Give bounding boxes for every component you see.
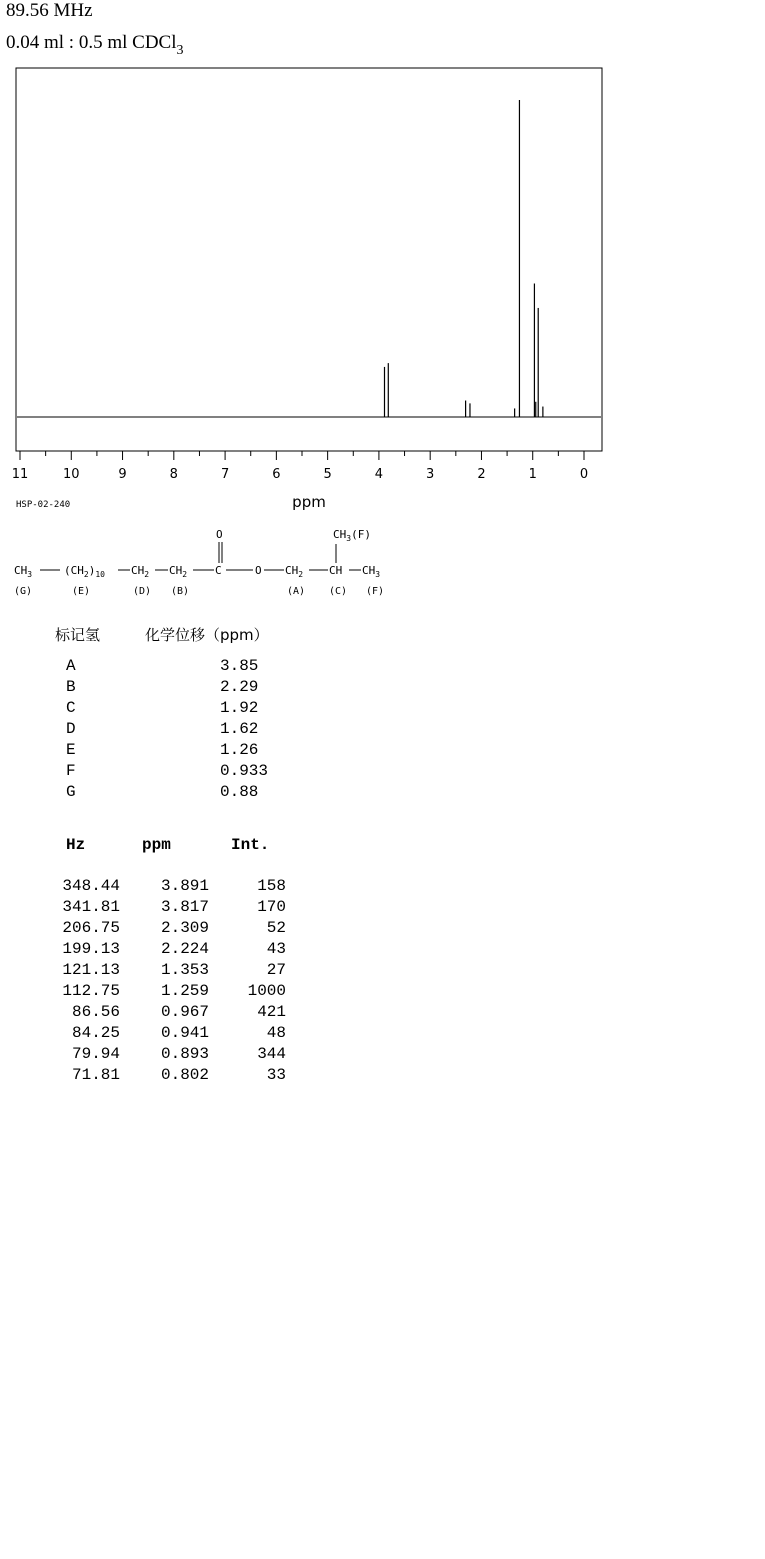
x-tick-label: 3	[426, 467, 435, 482]
group-a: $CH_2$	[285, 564, 304, 579]
assignment-label: F	[66, 762, 76, 780]
peak-int: 43	[266, 940, 286, 958]
peak-ppm: 0.802	[160, 1066, 209, 1084]
peak-int: 27	[266, 961, 286, 979]
x-axis-label: ppm	[292, 493, 326, 511]
assignment-label: C	[66, 699, 76, 717]
ester-oxygen: O	[255, 564, 262, 577]
peak-hz: 112.75	[62, 982, 120, 1000]
group-d: $CH_2$	[131, 564, 150, 579]
peak-header-int: Int.	[231, 836, 270, 854]
peak-ppm: 3.817	[160, 898, 209, 916]
frequency-label: 89.56 MHz	[6, 0, 93, 21]
structure-label: (B)	[171, 586, 190, 597]
x-tick-label: 0	[579, 467, 589, 482]
structure-diagram	[14, 528, 384, 597]
structure-label: (D)	[133, 586, 152, 597]
assignment-header-shift: 化学位移（ppm）	[145, 626, 269, 644]
sample-text: 0.04 ml : 0.5 ml CDCl	[6, 32, 177, 53]
peak-ppm: 1.353	[160, 961, 209, 979]
assignment-label: D	[66, 720, 76, 738]
nmr-spectrum-chart	[0, 0, 765, 620]
peak-hz: 341.81	[62, 898, 120, 916]
peak-header-hz: Hz	[66, 836, 86, 854]
group-c: CH	[329, 564, 343, 577]
peak-int: 170	[257, 898, 286, 916]
x-tick-label: 5	[323, 467, 332, 482]
group-e: $(CH_2)_{10}$	[64, 564, 105, 579]
peak-ppm: 1.259	[160, 982, 209, 1000]
assignment-label: E	[66, 741, 76, 759]
assignment-header-label: 标记氢	[55, 626, 101, 644]
x-tick-label: 4	[374, 467, 384, 482]
assignment-shift: 2.29	[220, 678, 259, 696]
peak-int: 421	[257, 1003, 286, 1021]
assignment-shift: 1.92	[220, 699, 259, 717]
peak-ppm: 3.891	[160, 877, 209, 895]
x-tick-label: 6	[272, 467, 281, 482]
structure-label: (C)	[329, 586, 348, 597]
peak-int: 48	[266, 1024, 286, 1042]
assignment-shift: 1.62	[220, 720, 259, 738]
assignment-shift: 0.88	[220, 783, 259, 801]
group-b: $CH_2$	[169, 564, 188, 579]
peak-hz: 348.44	[62, 877, 120, 895]
peak-int: 344	[257, 1045, 286, 1063]
x-tick-label: 2	[477, 467, 486, 482]
plot-frame	[16, 68, 602, 451]
structure-label: (E)	[72, 586, 91, 597]
peak-int: 1000	[247, 982, 286, 1000]
x-tick-label: 10	[62, 467, 80, 482]
peak-ppm: 2.224	[160, 940, 209, 958]
group-f: $CH_3$	[362, 564, 381, 579]
peak-ppm: 0.967	[160, 1003, 209, 1021]
peak-ppm: 0.893	[160, 1045, 209, 1063]
x-tick-label: 11	[11, 467, 29, 482]
peak-int: 33	[266, 1066, 286, 1084]
sample-subscript: 3	[176, 43, 184, 58]
group-f-top: $CH_3(F)$	[333, 528, 371, 543]
assignment-shift: 1.26	[220, 741, 259, 759]
carbonyl-carbon: C	[215, 564, 222, 577]
assignment-label: G	[66, 783, 76, 801]
x-tick-label: 9	[118, 467, 127, 482]
peak-hz: 79.94	[71, 1045, 120, 1063]
group-g: $CH_3$	[14, 564, 33, 579]
peak-hz: 206.75	[62, 919, 120, 937]
assignment-label: B	[66, 678, 76, 696]
peak-ppm: 2.309	[160, 919, 209, 937]
peak-hz: 71.81	[71, 1066, 120, 1084]
peak-hz: 84.25	[71, 1024, 120, 1042]
x-tick-label: 1	[528, 467, 537, 482]
peak-hz: 199.13	[62, 940, 120, 958]
spectrum-code: HSP-02-240	[16, 500, 71, 510]
structure-label: (A)	[287, 586, 306, 597]
assignment-shift: 0.933	[220, 762, 269, 780]
assignment-label: A	[66, 657, 76, 675]
carbonyl-oxygen: O	[216, 528, 223, 541]
peak-header-ppm: ppm	[142, 836, 171, 854]
peak-hz: 86.56	[71, 1003, 120, 1021]
peak-hz: 121.13	[62, 961, 120, 979]
structure-label: (F)	[366, 586, 385, 597]
peak-ppm: 0.941	[160, 1024, 209, 1042]
structure-label: (G)	[14, 586, 33, 597]
peak-int: 158	[257, 877, 286, 895]
x-tick-label: 7	[220, 467, 230, 482]
peak-int: 52	[266, 919, 286, 937]
x-tick-label: 8	[169, 467, 178, 482]
assignment-shift: 3.85	[220, 657, 259, 675]
